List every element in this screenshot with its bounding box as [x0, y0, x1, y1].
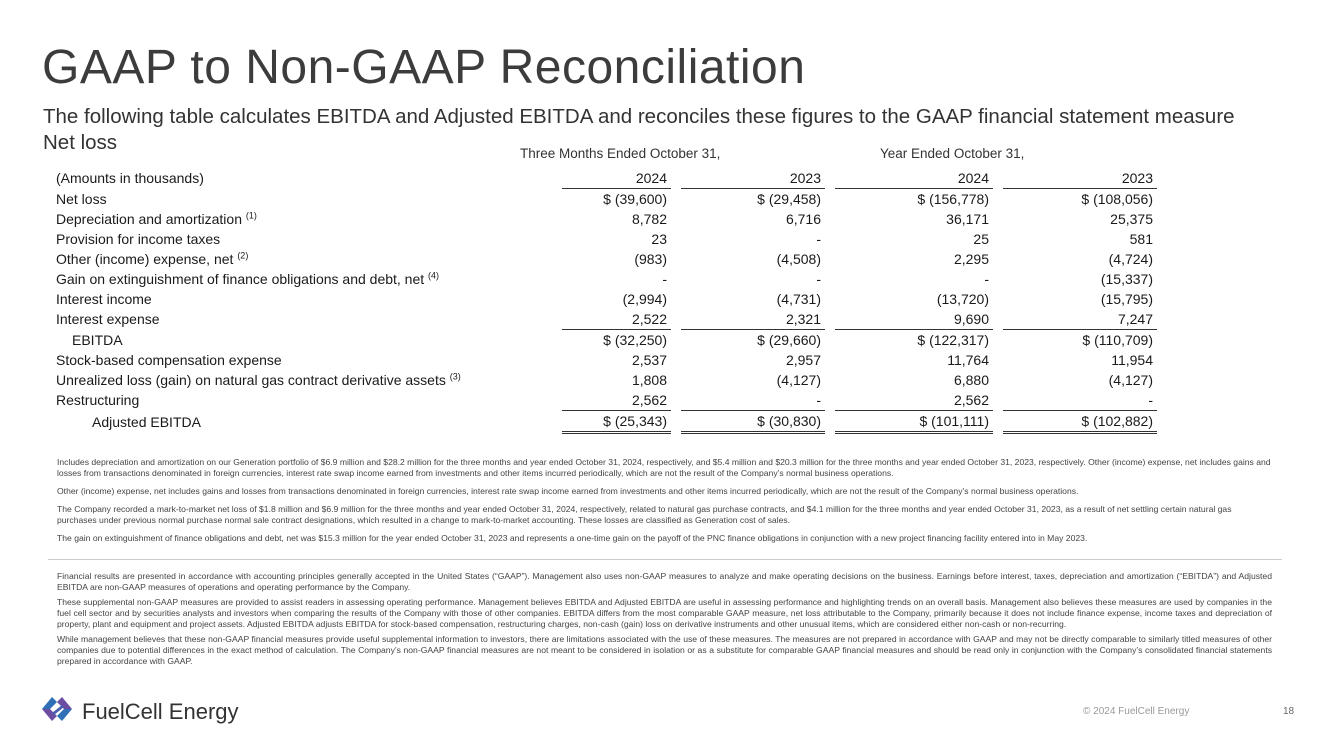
table-cell: -: [816, 271, 821, 287]
col-header: 2024: [562, 168, 671, 189]
table-cell: (13,720): [936, 291, 989, 307]
table-cell: 2,957: [785, 352, 821, 368]
table-cell: 6,716: [785, 211, 821, 227]
three-months-header: Three Months Ended October 31,: [520, 146, 721, 161]
row-label-text: EBITDA: [72, 331, 123, 348]
table-cell: 25: [973, 231, 989, 247]
row-label-text: Net loss: [56, 190, 107, 207]
row-label-text: Other (income) expense, net: [56, 251, 234, 267]
table-cell: (2,994): [622, 291, 667, 307]
row-label: [50, 249, 562, 269]
row-label: [50, 411, 562, 433]
table-cell: 2,295: [953, 251, 989, 267]
table-cell: 25,375: [1110, 211, 1153, 227]
table-cell: 11,954: [1111, 352, 1153, 368]
row-label-text: Provision for income taxes: [56, 231, 221, 247]
table-cell: $ (32,250): [562, 330, 671, 351]
row-label: [50, 209, 562, 229]
table-cell: 2,562: [631, 392, 667, 408]
table-cell: $ (39,600): [603, 191, 667, 207]
table-cell: $ (29,458): [757, 191, 821, 207]
table-cell: $ (29,660): [681, 330, 825, 351]
row-label: [50, 229, 562, 249]
table-cell: (15,795): [1100, 291, 1153, 307]
table-row: [50, 249, 1157, 269]
table-cell: $ (108,056): [1081, 191, 1153, 207]
table-cell: $ (122,317): [835, 330, 993, 351]
row-label: [50, 269, 562, 289]
table-cell: (4,508): [776, 251, 821, 267]
table-cell: 2,562: [953, 392, 989, 408]
footnote: Other (income) expense, net includes gains and losses from transactions denominated in foreign currencies, interest rate swap income earned from investments and other items incurred periodically, which are not the result of the Company’s normal business operations.: [57, 486, 1079, 496]
table-cell: 1,808: [631, 372, 667, 388]
table-cell: $ (101,111): [835, 411, 993, 433]
table-cell: $ (30,830): [681, 411, 825, 433]
table-row: [50, 209, 1157, 229]
disclaimer: These supplemental non-GAAP measures are provided to assist readers in assessing operating performance. Management believes EBITDA and Adjusted EBITDA are useful in assessing performance and highlighting trends on an overall basis. Management also believes these measures are used by companies in the fuel cell sector and by securities analysts and investors when comparing the results of the Company with those of other companies. EBITDA differs from the most comparable GAAP measure, net loss attributable to the Company, primarily because it does not include finance expense, income taxes and depreciation of property, plant and equipment and project assets. Adjusted EBITDA adjusts EBITDA for stock-based compensation, restructuring charges, non-cash (gain) loss on derivative instruments and other unusual items, which are considered either non-cash or non-recurring.: [57, 597, 1272, 629]
fuelcell-logo-icon: [40, 694, 74, 729]
row-label-text: Stock-based compensation expense: [56, 352, 282, 368]
row-label: [50, 289, 562, 309]
row-label: [50, 350, 562, 370]
table-row: [50, 309, 1157, 330]
footnote: The Company recorded a mark-to-market net loss of $1.8 million and $6.9 million for the three months and year ended October 31, 2024, respectively, related to natural gas purchase contracts, and $4.1 million for the three months and year ended October 31, 2023, as a result of net settling certain natural gas purchases under previous normal purchase normal sale contract designations, which resulted in a change to mark-to-market accounting. These losses are classified as Generation cost of sales.: [57, 504, 1232, 525]
footnote-ref: (3): [449, 371, 461, 382]
page-title: GAAP to Non-GAAP Reconciliation: [42, 41, 806, 94]
row-label: [50, 189, 562, 210]
table-row: [50, 229, 1157, 249]
footnotes: [57, 457, 1272, 551]
table-row: [50, 390, 1157, 411]
copyright: © 2024 FuelCell Energy: [1083, 706, 1190, 717]
row-label: [50, 370, 562, 390]
table-cell: 9,690: [953, 311, 989, 327]
row-label-text: Depreciation and amortization: [56, 211, 242, 227]
row-label: [50, 309, 562, 330]
amounts-label: (Amounts in thousands): [56, 170, 204, 187]
row-label-text: Interest expense: [56, 311, 160, 328]
row-label: [50, 330, 562, 351]
table-cell: $ (156,778): [917, 191, 989, 207]
disclaimer: While management believes that these non-GAAP financial measures provide useful supplemental information to investors, there are limitations associated with the use of these measures. The measures are not prepared in accordance with GAAP and may not be directly comparable to similarly titled measures of other companies due to potential differences in the exact method of calculation. The Company’s non-GAAP financial measures are not meant to be considered in isolation or as a substitute for comparable GAAP financial measures and should be read only in conjunction with the Company’s consolidated financial statements prepared in accordance with GAAP.: [57, 634, 1272, 666]
reconciliation-table: [50, 168, 1157, 434]
table-cell: -: [816, 231, 821, 247]
page-subtitle: The following table calculates EBITDA and Adjusted EBITDA and reconciles these figures to the GAAP financial statement measure Net loss: [43, 105, 1235, 154]
row-label-text: Restructuring: [56, 392, 140, 409]
row-label-text: Unrealized loss (gain) on natural gas contract derivative assets: [56, 372, 446, 388]
table-cell: 6,880: [953, 372, 989, 388]
table-row: [50, 370, 1157, 390]
row-label-text: Interest income: [56, 291, 152, 307]
table-cell: $ (102,882): [1003, 411, 1157, 433]
table-cell: $ (25,343): [562, 411, 671, 433]
table-header-row: [50, 168, 1157, 189]
col-header: 2023: [1003, 168, 1157, 189]
table-cell: (15,337): [1100, 271, 1153, 287]
row-label-text: Gain on extinguishment of finance obligations and debt, net: [56, 271, 425, 287]
table-cell: 581: [1129, 231, 1153, 247]
table-row: [50, 330, 1157, 351]
table-row: [50, 269, 1157, 289]
table-cell: 7,247: [1117, 311, 1153, 327]
table-cell: 8,782: [631, 211, 667, 227]
table-cell: 11,764: [947, 352, 989, 368]
footnote-ref: (2): [237, 250, 249, 261]
table-cell: (4,724): [1108, 251, 1153, 267]
table-row: [50, 350, 1157, 370]
table-cell: (4,127): [1108, 372, 1153, 388]
table-cell: 2,522: [631, 311, 667, 327]
footnote: Includes depreciation and amortization on our Generation portfolio of $6.9 million and $28.2 million for the three months and year ended October 31, 2024, respectively, and $5.4 million and $20.3 million for the three months and year ended October 31, 2023, respectively. Other (income) expense, net includes gains and losses from transactions denominated in foreign currencies, interest rate swap income earned from investments and other items incurred periodically, which are not the result of the Company’s normal business operations.: [57, 457, 1271, 478]
table-cell: -: [662, 271, 667, 287]
row-label-text: Adjusted EBITDA: [92, 413, 201, 430]
footnote-ref: (1): [245, 210, 257, 221]
divider: [48, 559, 1282, 560]
footnote: The gain on extinguishment of finance obligations and debt, net was $15.3 million for the year ended October 31, 2023 and represents a one-time gain on the payoff of the PNC finance obligations in conjunction with a new project financing facility entered into in May 2023.: [57, 533, 1088, 543]
page-number: 18: [1283, 706, 1295, 717]
table-row: [50, 189, 1157, 210]
table-cell: 2,537: [631, 352, 667, 368]
table-cell: 36,171: [946, 211, 989, 227]
table-cell: 23: [651, 231, 667, 247]
company-logo: [40, 694, 239, 729]
table-row: [50, 411, 1157, 433]
col-header: 2024: [835, 168, 993, 189]
table-cell: -: [984, 271, 989, 287]
table-cell: $ (110,709): [1003, 330, 1157, 351]
table-cell: -: [1148, 392, 1153, 408]
disclaimer: Financial results are presented in accordance with accounting principles generally accepted in the United States (“GAAP”). Management also uses non-GAAP measures to analyze and make operating decisions on the business. Earnings before interest, taxes, depreciation and amortization (“EBITDA”) and Adjusted EBITDA are non-GAAP measures of operations and operating performance by the Company.: [57, 571, 1272, 592]
table-cell: 2,321: [785, 311, 821, 327]
table-cell: (983): [634, 251, 667, 267]
year-header: Year Ended October 31,: [880, 146, 1025, 161]
footnote-ref: (4): [428, 270, 440, 281]
table-cell: -: [816, 392, 821, 408]
table-cell: (4,127): [776, 372, 821, 388]
table-cell: (4,731): [776, 291, 821, 307]
row-label: [50, 390, 562, 411]
table-row: [50, 289, 1157, 309]
col-header: 2023: [681, 168, 825, 189]
logo-text: FuelCell Energy: [82, 698, 239, 724]
disclaimers: [57, 571, 1272, 671]
